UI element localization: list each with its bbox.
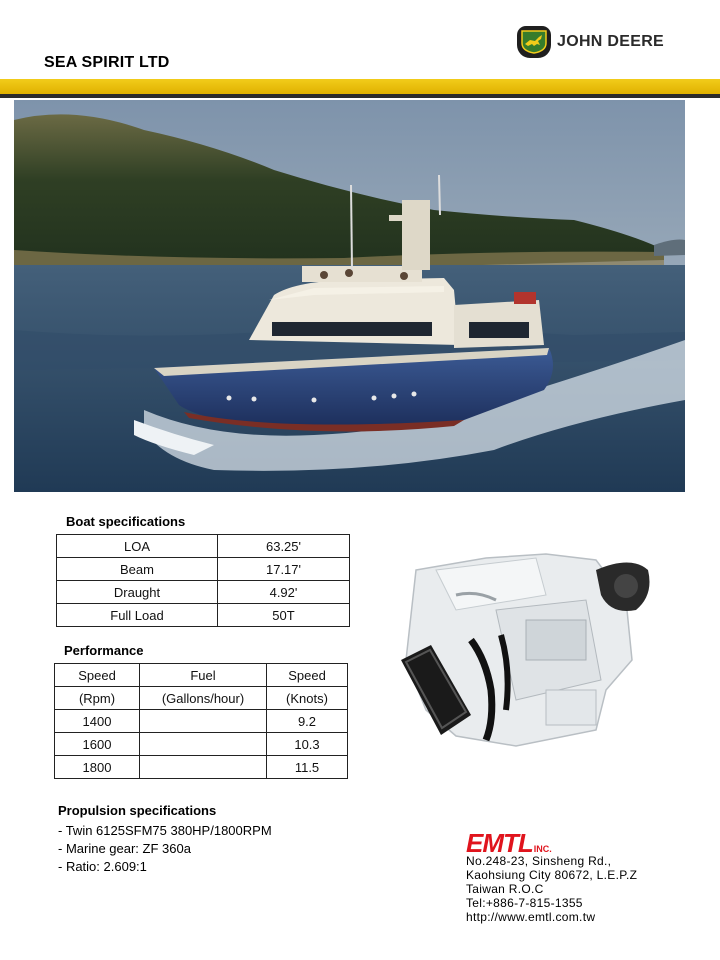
- john-deere-logo: [517, 26, 687, 60]
- spec-value: 17.17': [218, 558, 350, 581]
- header-yellow-bar: [0, 79, 720, 94]
- table-row: [55, 710, 348, 733]
- table-row: [57, 581, 350, 604]
- address-line: Kaohsiung City 80672, L.E.P.Z: [466, 868, 638, 882]
- column-header: Speed: [55, 664, 140, 687]
- boat-specs-table: [56, 534, 350, 627]
- knots-cell: 9.2: [267, 710, 348, 733]
- emtl-logo-suffix: INC.: [533, 844, 552, 854]
- list-item: - Twin 6125SFM75 380HP/1800RPM: [58, 823, 272, 838]
- rpm-cell: 1400: [55, 710, 140, 733]
- table-row: [57, 535, 350, 558]
- company-address: [466, 854, 637, 924]
- spec-value: 4.92': [218, 581, 350, 604]
- deer-icon: [517, 26, 551, 58]
- column-unit: (Gallons/hour): [140, 687, 267, 710]
- brand-name: JOHN DEERE: [557, 33, 665, 50]
- performance-table: [54, 663, 348, 779]
- emtl-logo-text: EMTL: [466, 828, 533, 858]
- list-item: - Ratio: 2.609:1: [58, 859, 147, 874]
- fuel-cell: [140, 733, 267, 756]
- table-header-row: [55, 664, 348, 687]
- column-header: Speed: [267, 664, 348, 687]
- propulsion-heading: Propulsion specifications: [58, 803, 217, 818]
- spec-value: 50T: [218, 604, 350, 627]
- table-row: [55, 756, 348, 779]
- column-header: Fuel: [140, 664, 267, 687]
- website-link[interactable]: http://www.emtl.com.tw: [466, 910, 596, 924]
- table-row: [57, 558, 350, 581]
- propulsion-list: [58, 822, 272, 876]
- boat-specs-heading: Boat specifications: [66, 514, 186, 529]
- knots-cell: 11.5: [267, 756, 348, 779]
- table-header-row: [55, 687, 348, 710]
- engine-photo: [396, 540, 662, 756]
- fuel-cell: [140, 710, 267, 733]
- emtl-logo: [466, 828, 552, 858]
- address-line: Taiwan R.O.C: [466, 882, 544, 896]
- header-black-bar: [0, 94, 720, 98]
- knots-cell: 10.3: [267, 733, 348, 756]
- fuel-cell: [140, 756, 267, 779]
- yacht-photo: [14, 100, 685, 492]
- list-item: - Marine gear: ZF 360a: [58, 841, 191, 856]
- spec-value: 63.25': [218, 535, 350, 558]
- spec-label: LOA: [57, 535, 218, 558]
- column-unit: (Knots): [267, 687, 348, 710]
- column-unit: (Rpm): [55, 687, 140, 710]
- address-line: No.248-23, Sinsheng Rd.,: [466, 854, 612, 868]
- table-row: [57, 604, 350, 627]
- spec-label: Draught: [57, 581, 218, 604]
- rpm-cell: 1800: [55, 756, 140, 779]
- table-row: [55, 733, 348, 756]
- page-title: SEA SPIRIT LTD: [44, 54, 170, 71]
- spec-label: Beam: [57, 558, 218, 581]
- rpm-cell: 1600: [55, 733, 140, 756]
- performance-heading: Performance: [64, 643, 144, 658]
- phone-line: Tel:+886-7-815-1355: [466, 896, 583, 910]
- spec-label: Full Load: [57, 604, 218, 627]
